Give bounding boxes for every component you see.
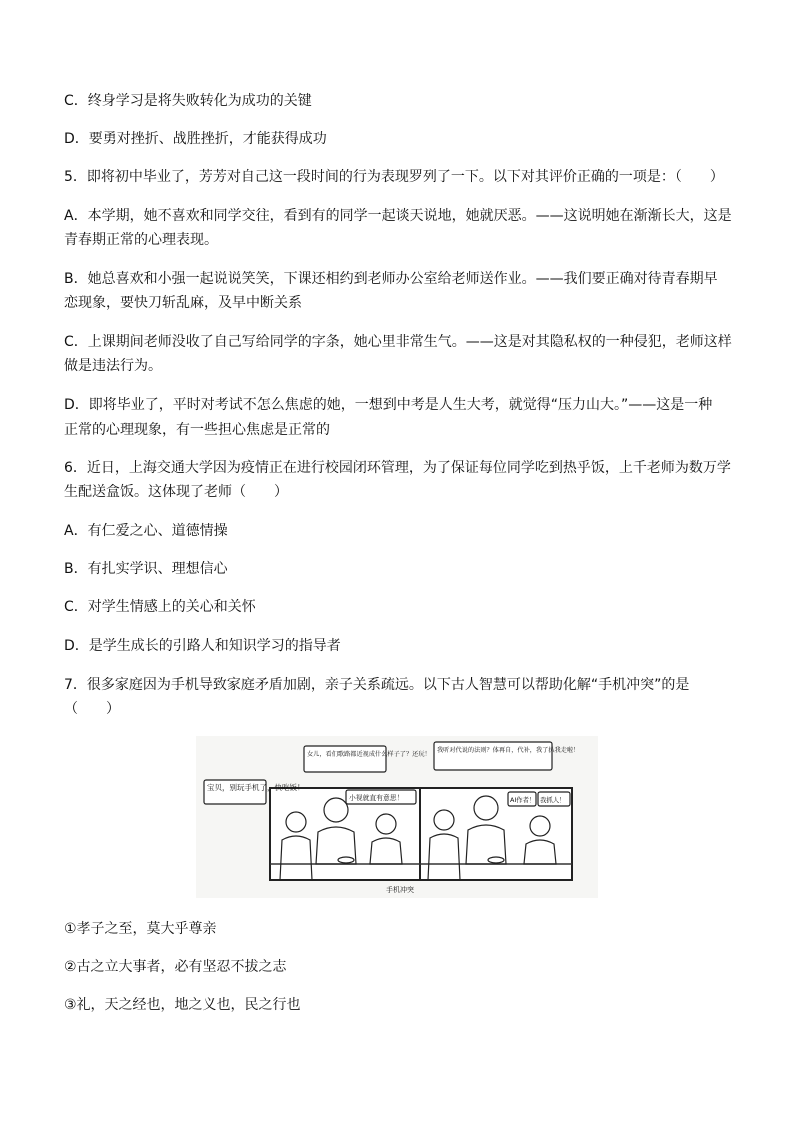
comic-bubble-6: 我抓人！ <box>540 796 566 804</box>
q6-option-c: C．对学生情感上的关心和关怀 <box>64 599 256 615</box>
q6-stem-line2: 生配送盒饭。这体现了老师（ ） <box>64 484 288 500</box>
comic-bubble-1: 宝贝，别玩手机了，快吃饭！ <box>207 783 305 792</box>
comic-caption: 手机冲突 <box>386 886 414 894</box>
q5-option-a-line2: 青春期正常的心理表现。 <box>64 232 218 248</box>
q5-option-d-line1: D．即将毕业了，平时对考试不怎么焦虑的她，一想到中考是人生大考，就觉得“压力山大。”——这是一种 <box>64 397 713 413</box>
comic-bubble-2: 女儿，看们歌路都近视成什么样子了？还玩！ <box>307 751 431 758</box>
comic-bubble-4: 我听对代说的法则？体再自，代补，我了扒我走啦！ <box>437 747 580 754</box>
q5-stem: 5．即将初中毕业了，芳芳对自己这一段时间的行为表现罗列了一下。以下对其评价正确的一项是：（ ） <box>64 169 724 185</box>
q5-option-b-line1: B．她总喜欢和小强一起说说笑笑，下课还相约到老师办公室给老师送作业。——我们要正确对待青春期早 <box>64 271 718 287</box>
comic-bubble-5: AI作者！ <box>510 796 536 804</box>
q7-stem-line2: （ ） <box>64 701 120 717</box>
q5-option-d-line2: 正常的心理现象，有一些担心焦虑是正常的 <box>64 422 330 438</box>
q5-option-b-line2: 恋现象，要快刀斩乱麻，及早中断关系 <box>64 295 302 311</box>
q5-option-a-line1: A．本学期，她不喜欢和同学交往，看到有的同学一起谈天说地，她就厌恶。——这说明她在渐渐长大，这是 <box>64 208 732 224</box>
comic-bubble-3: 小视就直有意思！ <box>349 794 404 802</box>
q4-option-d: D．要勇对挫折、战胜挫折，才能获得成功 <box>64 131 327 147</box>
phone-conflict-comic <box>196 736 598 898</box>
q5-option-c-line1: C．上课期间老师没收了自己写给同学的字条，她心里非常生气。——这是对其隐私权的一种侵犯，老师这样 <box>64 334 732 350</box>
q4-option-c: C．终身学习是将失败转化为成功的关键 <box>64 93 312 109</box>
q5-option-c-line2: 做是违法行为。 <box>64 358 162 374</box>
q6-option-d: D．是学生成长的引路人和知识学习的指导者 <box>64 638 341 654</box>
q7-stem-line1: 7．很多家庭因为手机导致家庭矛盾加剧，亲子关系疏远。以下古人智慧可以帮助化解“手机冲突”的是 <box>64 677 690 693</box>
q6-option-b: B．有扎实学识、理想信心 <box>64 561 228 577</box>
q6-stem-line1: 6．近日，上海交通大学因为疫情正在进行校园闭环管理，为了保证每位同学吃到热乎饭，上千老师为数万学 <box>64 460 731 476</box>
q7-item-3: ③礼，天之经也，地之义也，民之行也 <box>64 997 301 1013</box>
q6-option-a: A．有仁爱之心、道德情操 <box>64 523 228 539</box>
q7-item-1: ①孝子之至，莫大乎尊亲 <box>64 921 217 937</box>
q7-item-2: ②古之立大事者，必有坚忍不拔之志 <box>64 959 287 975</box>
